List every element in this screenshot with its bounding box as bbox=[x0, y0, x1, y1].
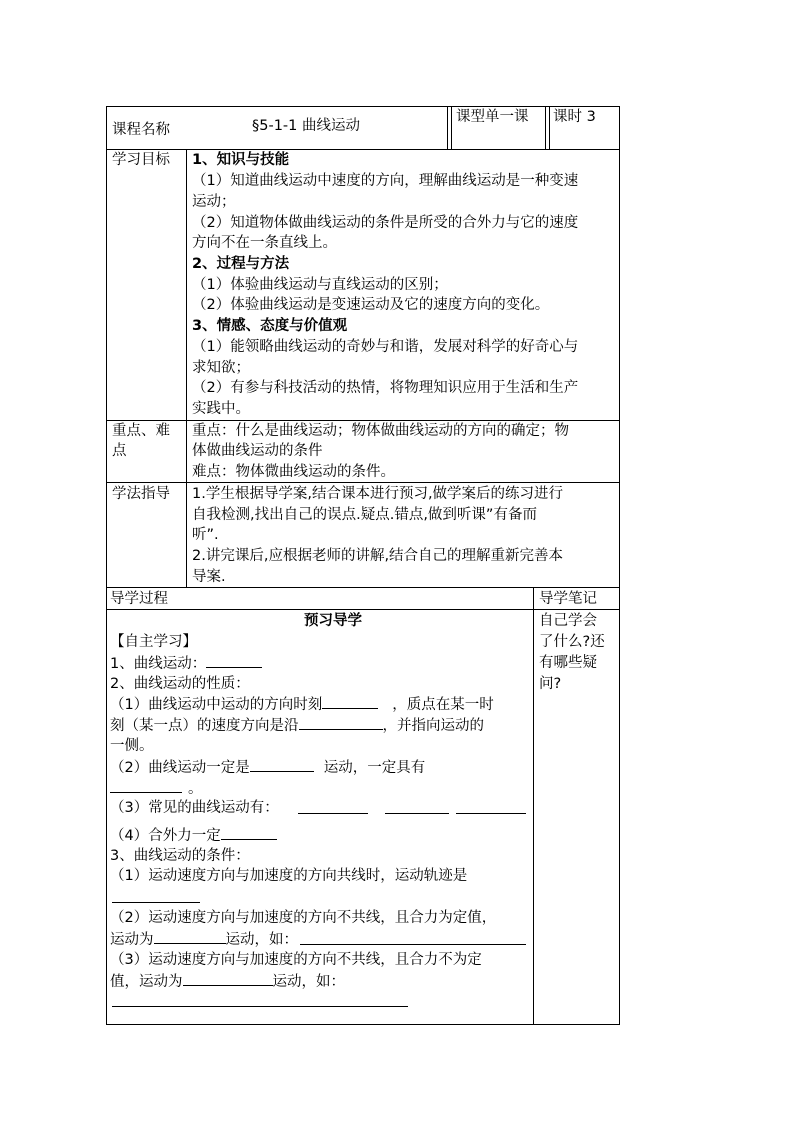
question-text: ，质点在某一时 bbox=[392, 697, 494, 713]
guidance-line: 2.讲完课后,应根据老师的讲解,结合自己的理解重新完善本 bbox=[192, 548, 564, 564]
notes-line: 了什么?还 bbox=[539, 634, 605, 650]
row-divider bbox=[106, 149, 620, 150]
row-divider bbox=[106, 587, 620, 588]
question-text: 。 bbox=[188, 781, 203, 797]
question-text: 值，运动为 bbox=[110, 974, 183, 990]
question-text: 刻（某一点）的速度方向是沿 bbox=[110, 718, 299, 734]
answer-blank[interactable] bbox=[298, 813, 368, 814]
notes-label: 导学笔记 bbox=[539, 591, 597, 607]
self-study-heading: 【自主学习】 bbox=[110, 634, 197, 650]
question-text: （1）曲线运动中运动的方向时刻 bbox=[110, 697, 323, 713]
answer-blank[interactable] bbox=[299, 715, 383, 730]
question-2-3: （3）常见的曲线运动有： bbox=[110, 800, 279, 816]
col-divider bbox=[451, 106, 452, 149]
objectives-line: （2）体验曲线运动是变速运动及它的速度方向的变化。 bbox=[192, 297, 550, 313]
col-divider bbox=[549, 106, 550, 149]
question-text: （4）合外力一定 bbox=[110, 828, 221, 844]
question-text: 运动，如： bbox=[272, 974, 345, 990]
objectives-heading: 1、知识与技能 bbox=[192, 152, 290, 168]
answer-blank[interactable] bbox=[154, 929, 226, 944]
answer-blank[interactable] bbox=[110, 778, 182, 793]
notes-line: 有哪些疑 bbox=[539, 655, 597, 671]
answer-blank[interactable] bbox=[300, 944, 526, 945]
guidance-line: 听”. bbox=[192, 527, 219, 543]
col-divider bbox=[447, 106, 448, 149]
row-divider bbox=[106, 609, 620, 610]
objectives-line: （2）知道物体做曲线运动的条件是所受的合外力与它的速度 bbox=[192, 215, 579, 231]
col-divider bbox=[533, 587, 534, 1024]
keypoints-label-cont: 点 bbox=[112, 443, 127, 459]
answer-blank[interactable] bbox=[112, 902, 200, 903]
row-divider bbox=[106, 482, 620, 483]
question-2-1-end: 一侧。 bbox=[110, 738, 154, 754]
question-2-1 bbox=[110, 694, 494, 715]
course-name-value: §5-1-1 曲线运动 bbox=[252, 118, 360, 134]
question-2: 2、曲线运动的性质： bbox=[110, 676, 250, 692]
answer-blank[interactable] bbox=[221, 825, 277, 840]
question-text: （2）曲线运动一定是 bbox=[110, 760, 250, 776]
objectives-line: 方向不在一条直线上。 bbox=[192, 235, 337, 251]
table-right-border bbox=[619, 106, 620, 1025]
lesson-hours-label: 课时 3 bbox=[553, 109, 596, 125]
question-2-2-cont bbox=[110, 778, 203, 799]
question-2-4 bbox=[110, 825, 277, 846]
question-3-1: （1）运动速度方向与加速度的方向共线时，运动轨迹是 bbox=[110, 868, 468, 884]
answer-blank[interactable] bbox=[112, 1006, 408, 1007]
col-divider bbox=[545, 106, 546, 149]
table-left-border bbox=[106, 106, 107, 1025]
process-label: 导学过程 bbox=[110, 591, 168, 607]
course-name-label: 课程名称 bbox=[112, 122, 170, 138]
answer-blank[interactable] bbox=[456, 813, 526, 814]
objectives-line: 实践中。 bbox=[192, 401, 250, 417]
answer-blank[interactable] bbox=[322, 694, 378, 709]
keypoints-line: 重点：什么是曲线运动；物体做曲线运动的方向的确定；物 bbox=[192, 423, 569, 439]
objectives-line: （1）知道曲线运动中速度的方向，理解曲线运动是一种变速 bbox=[192, 173, 579, 189]
keypoints-line: 难点：物体微曲线运动的条件。 bbox=[192, 464, 395, 480]
table-top-border bbox=[106, 106, 620, 107]
question-3-2-cont bbox=[110, 929, 298, 950]
question-3-3: （3）运动速度方向与加速度的方向不共线，且合力不为定 bbox=[110, 952, 482, 968]
keypoints-line: 体做曲线运动的条件 bbox=[192, 443, 323, 459]
answer-blank[interactable] bbox=[183, 971, 273, 986]
objectives-line: 求知欲； bbox=[192, 360, 250, 376]
objectives-heading: 2、过程与方法 bbox=[192, 256, 290, 272]
question-text: 1、曲线运动： bbox=[110, 656, 207, 672]
objectives-label: 学习目标 bbox=[112, 152, 170, 168]
answer-blank[interactable] bbox=[250, 757, 314, 772]
question-text: 运动，一定具有 bbox=[323, 760, 426, 776]
guidance-label: 学法指导 bbox=[112, 486, 170, 502]
guidance-line: 导案. bbox=[192, 569, 226, 585]
objectives-line: 运动； bbox=[192, 194, 236, 210]
question-3: 3、曲线运动的条件： bbox=[110, 848, 250, 864]
guidance-line: 1.学生根据导学案,结合课本进行预习,做学案后的练习进行 bbox=[192, 486, 564, 502]
preview-title: 预习导学 bbox=[304, 613, 362, 629]
objectives-heading: 3、情感、态度与价值观 bbox=[192, 318, 348, 334]
col-divider bbox=[186, 149, 187, 587]
notes-line: 自己学会 bbox=[539, 613, 597, 629]
keypoints-label: 重点、难 bbox=[112, 423, 170, 439]
question-3-2: （2）运动速度方向与加速度的方向不共线，且合力为定值， bbox=[110, 910, 497, 926]
answer-blank[interactable] bbox=[385, 813, 449, 814]
question-text: 运动，如： bbox=[225, 932, 298, 948]
objectives-line: （2）有参与科技活动的热情，将物理知识应用于生活和生产 bbox=[192, 380, 579, 396]
question-text: 运动为 bbox=[110, 932, 154, 948]
question-2-1-cont bbox=[110, 715, 484, 736]
objectives-line: （1）能领略曲线运动的奇妙与和谐，发展对科学的好奇心与 bbox=[192, 339, 579, 355]
guidance-line: 自我检测,找出自己的误点.疑点.错点,做到听课”有备而 bbox=[192, 507, 537, 523]
objectives-line: （1）体验曲线运动与直线运动的区别； bbox=[192, 277, 448, 293]
lesson-type-label: 课型单一课 bbox=[456, 109, 529, 125]
question-2-2 bbox=[110, 757, 425, 778]
question-3-3-cont bbox=[110, 971, 345, 992]
question-1 bbox=[110, 653, 262, 674]
notes-line: 问? bbox=[539, 676, 562, 692]
table-bottom-border bbox=[106, 1024, 620, 1025]
answer-blank[interactable] bbox=[206, 653, 262, 668]
question-text: ，并指向运动的 bbox=[382, 718, 484, 734]
